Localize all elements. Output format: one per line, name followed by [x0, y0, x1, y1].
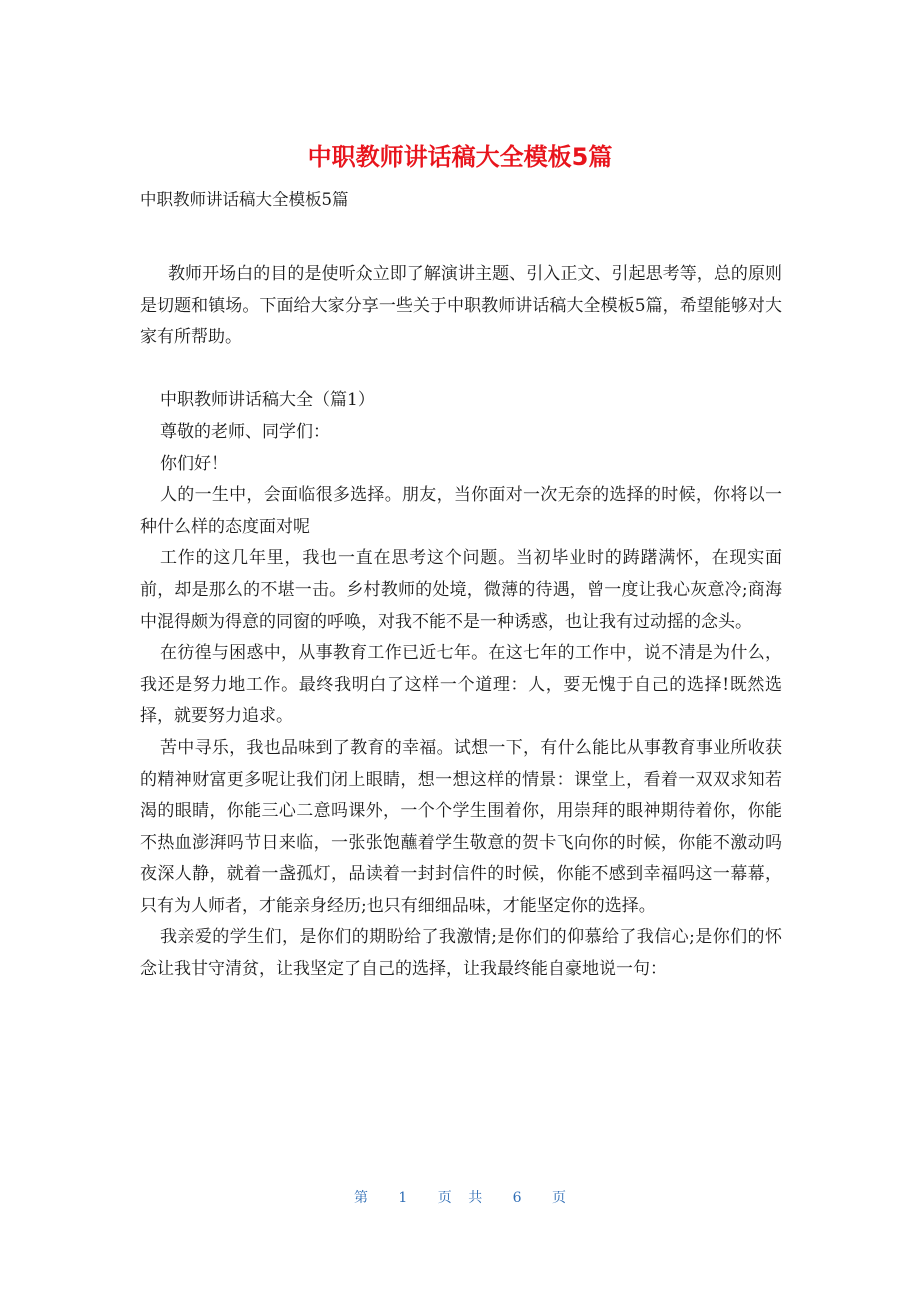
- salutation: 尊敬的老师、同学们：: [160, 421, 330, 442]
- total-pages-number: 6: [512, 1190, 522, 1206]
- body-paragraph: 苦中寻乐，我也品味到了教育的幸福。试想一下，有什么能比从事教育事业所收获的精神财富更多呢让我们闭上眼睛，想一想这样的情景：课堂上，看着一双双求知若渴的眼睛，你能三心二意吗课外，一个个学生围着你，用崇拜的眼神期待着你，你能不热血澎湃吗节日来临，一张张饱蘸着学生敬意的贺卡飞向你的时候，你能不激动吗夜深人静，就着一盏孤灯，品读着一封封信件的时候，你能不感到幸福吗这一幕幕，只有为人师者，才能亲身经历;也只有细细品味，才能坚定你的选择。: [140, 737, 782, 916]
- document-title: 中职教师讲话稿大全模板5篇: [307, 143, 613, 171]
- page-footer: [0, 1186, 920, 1210]
- current-page-number: 1: [398, 1190, 408, 1206]
- section-heading: 中职教师讲话稿大全（篇1）: [160, 390, 375, 411]
- document-subtitle: 中职教师讲话稿大全模板5篇: [140, 190, 349, 209]
- page-label-mid: 页 共: [437, 1190, 483, 1206]
- body-paragraph: 人的一生中，会面临很多选择。朋友，当你面对一次无奈的选择的时候，你将以一种什么样的态度面对呢: [140, 485, 782, 537]
- body-paragraph: 我亲爱的学生们，是你们的期盼给了我激情;是你们的仰慕给了我信心;是你们的怀念让我甘守清贫，让我坚定了自己的选择，让我最终能自豪地说一句：: [140, 927, 782, 980]
- document-body: [140, 259, 782, 986]
- greeting: 你们好！: [160, 453, 228, 474]
- page-label-prefix: 第: [353, 1190, 368, 1206]
- intro-paragraph: 教师开场白的目的是使听众立即了解演讲主题、引入正文、引起思考等，总的原则是切题和镇场。下面给大家分享一些关于中职教师讲话稿大全模板5篇，希望能够对大家有所帮助。: [140, 264, 782, 348]
- body-paragraph: 在彷徨与困惑中，从事教育工作已近七年。在这七年的工作中，说不清是为什么，我还是努力地工作。最终我明白了这样一个道理：人，要无愧于自己的选择!既然选择，就要努力追求。: [140, 643, 782, 727]
- body-paragraph: 工作的这几年里，我也一直在思考这个问题。当初毕业时的踌躇满怀，在现实面前，却是那么的不堪一击。乡村教师的处境，微薄的待遇，曾一度让我心灰意冷;商海中混得颇为得意的同窗的呼唤，对我不能不是一种诱惑，也让我有过动摇的念头。: [140, 548, 782, 632]
- paragraph-spacer: [140, 354, 782, 386]
- page-label-suffix: 页: [552, 1190, 567, 1206]
